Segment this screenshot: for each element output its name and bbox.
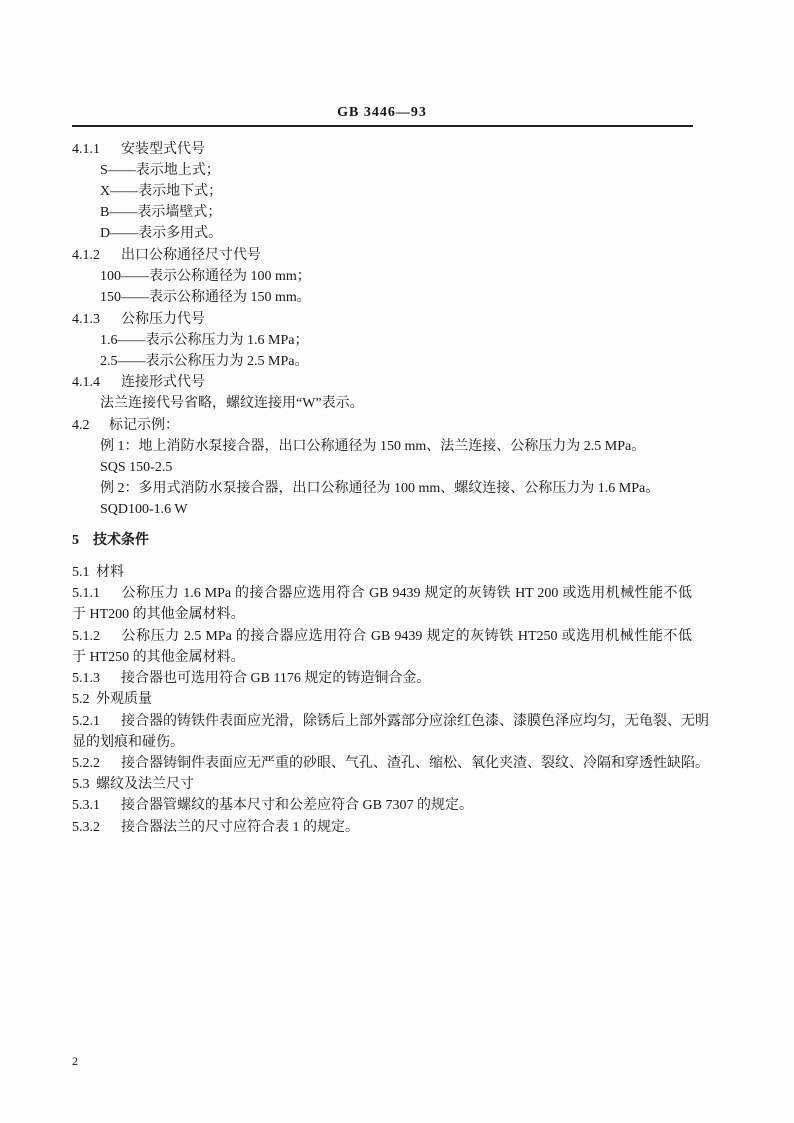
clause-4-1-1: [72, 140, 205, 160]
chapter-number: 5: [72, 533, 79, 548]
clause-text-continued: 显的划痕和碰伤。: [72, 735, 184, 750]
clause-number: 4.2: [72, 418, 90, 433]
example-code: SQS 150-2.5: [100, 460, 173, 475]
clause-text: 接合器的铸铁件表面应光滑，除锈后上部外露部分应涂红色漆、漆膜色泽应均匀，无龟裂、无明: [121, 714, 709, 729]
clause-title: 外观质量: [96, 692, 152, 707]
clause-5-3-2: [72, 818, 359, 838]
code-item: S——表示地上式；: [100, 163, 220, 178]
code-item: D——表示多用式。: [100, 226, 223, 241]
clause-number: 5.3.2: [72, 820, 100, 835]
clause-5-3-1: [72, 796, 473, 816]
clause-4-1-4: [72, 373, 205, 393]
code-item: 法兰连接代号省略，螺纹连接用“W”表示。: [100, 396, 364, 411]
chapter-5-heading: [72, 531, 149, 551]
clause-text-continued: 于 HT200 的其他金属材料。: [72, 607, 245, 622]
clause-title: 材料: [96, 565, 124, 580]
clause-number: 5.2.2: [72, 756, 100, 771]
clause-text: 接合器管螺纹的基本尺寸和公差应符合 GB 7307 的规定。: [121, 798, 473, 813]
clause-4-2: [72, 416, 179, 436]
clause-title: 螺纹及法兰尺寸: [96, 777, 194, 792]
clause-number: 4.1.1: [72, 142, 100, 157]
clause-text-continued: 于 HT250 的其他金属材料。: [72, 650, 245, 665]
clause-number: 5.2: [72, 692, 90, 707]
example-text: 例 2：多用式消防水泵接合器，出口公称通径为 100 mm、螺纹连接、公称压力为 1.6 MPa。: [100, 481, 660, 496]
clause-number: 5.3.1: [72, 798, 100, 813]
clause-number: 4.1.4: [72, 375, 100, 390]
chapter-title: 技术条件: [93, 533, 149, 548]
page-number: 2: [72, 1054, 78, 1068]
clause-number: 5.1.3: [72, 671, 100, 686]
standard-code-header: GB 3446—93: [337, 105, 427, 120]
clause-text: 公称压力 2.5 MPa 的接合器应选用符合 GB 9439 规定的灰铸铁 HT250 或选用机械性能不低: [121, 629, 692, 644]
clause-4-1-3: [72, 310, 205, 330]
code-item: 100——表示公称通径为 100 mm；: [100, 269, 311, 284]
clause-5-3: [72, 775, 194, 795]
clause-5-1-2: [72, 627, 692, 647]
clause-text: 接合器也可选用符合 GB 1176 规定的铸造铜合金。: [121, 671, 431, 686]
clause-5-2: [72, 690, 152, 710]
header-rule: [72, 125, 693, 127]
clause-5-1-3: [72, 669, 430, 689]
clause-number: 4.1.3: [72, 312, 100, 327]
clause-text: 接合器法兰的尺寸应符合表 1 的规定。: [121, 820, 359, 835]
clause-5-1-1: [72, 584, 692, 604]
clause-number: 5.1: [72, 565, 90, 580]
clause-number: 5.2.1: [72, 714, 100, 729]
example-code: SQD100-1.6 W: [100, 502, 188, 517]
code-item: X——表示地下式；: [100, 184, 223, 199]
clause-title: 连接形式代号: [121, 375, 205, 390]
clause-title: 标记示例：: [109, 418, 179, 433]
clause-5-1: [72, 563, 124, 583]
code-item: B——表示墙壁式；: [100, 205, 222, 220]
code-item: 2.5——表示公称压力为 2.5 MPa。: [100, 354, 309, 369]
clause-text: 公称压力 1.6 MPa 的接合器应选用符合 GB 9439 规定的灰铸铁 HT 200 或选用机械性能不低: [121, 586, 692, 601]
clause-text: 接合器铸铜件表面应无严重的砂眼、气孔、渣孔、缩松、氧化夹渣、裂纹、冷隔和穿透性缺陷。: [121, 756, 709, 771]
example-text: 例 1：地上消防水泵接合器，出口公称通径为 150 mm、法兰连接、公称压力为 2.5 MPa。: [100, 439, 646, 454]
clause-title: 安装型式代号: [121, 142, 205, 157]
clause-title: 出口公称通径尺寸代号: [121, 248, 261, 263]
clause-number: 5.1.1: [72, 586, 100, 601]
clause-number: 4.1.2: [72, 248, 100, 263]
clause-5-2-2: [72, 754, 709, 774]
clause-4-1-2: [72, 246, 261, 266]
clause-5-2-1: [72, 712, 709, 732]
clause-number: 5.1.2: [72, 629, 100, 644]
code-item: 1.6——表示公称压力为 1.6 MPa；: [100, 333, 309, 348]
clause-number: 5.3: [72, 777, 90, 792]
code-item: 150——表示公称通径为 150 mm。: [100, 290, 311, 305]
clause-title: 公称压力代号: [121, 312, 205, 327]
